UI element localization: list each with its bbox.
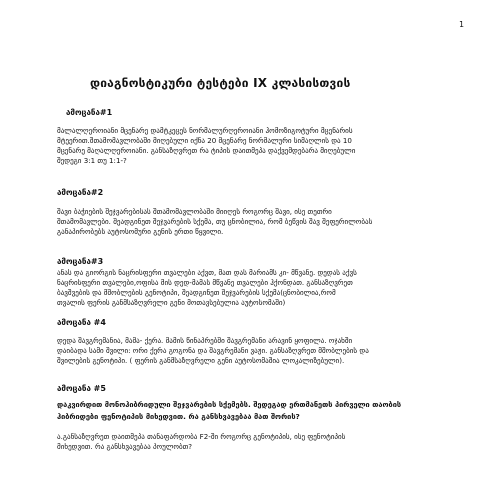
task-4-text: დედა შავგრემანია, მამა- ქერა. მამის წინაპრებში შავგრემანი არავინ ყოფილა. ოჯახში დაიბადა სამი შვილი: ორი ქერა გოგონა და შავგრემანი ვაჟი. განსაზღვრეთ მშობლების და შვილების გენოტიპი. ( ფერის განმსაზღვრელი გენი აუტოსომაშია ლოკალიზებული). <box>57 336 369 365</box>
task-1-heading: ამოცანა#1 <box>66 108 113 117</box>
task-2-text: შავი ბაჭიების შეჯვარებისას შთამომავლობაში მიიღეს როგორც შავი, ისე თეთრი შთამომავლები. შეადგინეთ შეჯვარების სქემა, თუ ცნობილია, რომ ბეწვის შავ შეფერილობას განაპირობებს აუტოსომური გენის ერთი წყვილი. <box>57 207 373 236</box>
task-5-subquestion: ა.განსაზღვრეთ დაითმეპა თანაფარდობა F2-ში როგორც გენოტიპის, ისე ფენოტიპის მიხედვით. რა განსხვავებაა პოულობთ? <box>57 432 346 451</box>
task-4-heading: ამოცანა #4 <box>57 318 106 327</box>
document-title: დიაგნოსტიკური ტესტები IX კლასისთვის <box>90 76 351 90</box>
task-1-text: მალალღეროიანი მცენარე დამტკეცეს ნორმალურღეროიანი ჰომოზიგოტური მცენარის მტეერით.შთამომავლობაში მიღებული იქნა 20 მცენარე ნორმალური სიმაღლის და 10 მცენარე მაღალღეროიანი. განსაზღვრეთ რა ტიპის დაითმეპა დაქვემდებარა მიღებული შედეგი 3:1 თუ 1:1-? <box>57 126 356 165</box>
task-3-heading: ამოცანა#3 <box>57 257 104 266</box>
task-5-heading: ამოცანა #5 <box>57 384 106 393</box>
page-number: 1 <box>459 20 465 29</box>
task-2-heading: ამოცანა#2 <box>57 188 104 197</box>
task-5-question: დაკვირდით მონოჰიბრიდული შეჯვარების სქემებს. შედეგად ერთმანეთს პირველი თაობის ჰიბრიდები ფენოტიპის მიხედვით. რა განსხვავებაა მათ შორის? <box>57 400 402 421</box>
task-3-text: ანას და გიორგის ნაცრისფერი თვალები აქვთ, მათ დას მარიამს კი- მწვანე. დედას აქვს ნაცრისფერი თვალები,ოფისა მის დედ-მამას მწვანე თვალები ჰქონდათ. განსაზღვრეთ ბავშვების და მშობლების გენოტიპი, შეადგინეთ შეჯვარების სქემა(ცნობილია,რომ თვალის ფერის განმსაზღვრელი გენი მოთავსებულია აუტოსომაში) <box>57 268 357 307</box>
